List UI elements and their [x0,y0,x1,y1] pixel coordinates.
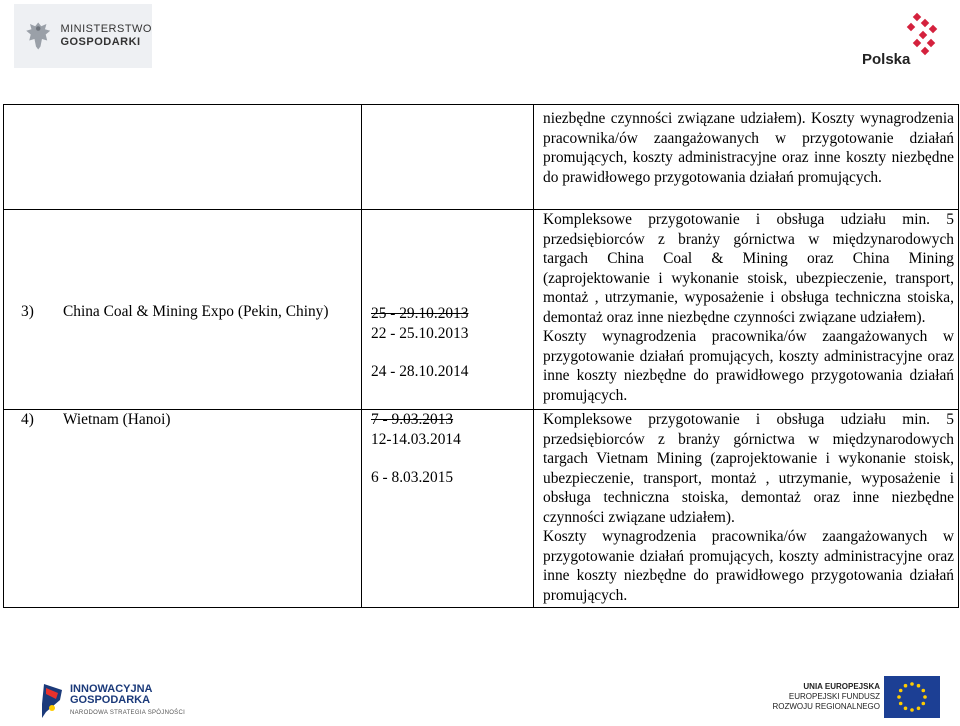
name-cell [4,210,362,410]
name-cell [4,105,362,210]
ig-title [70,684,153,706]
innowacyjna-gospodarka-logo [40,682,220,722]
description-paragraph: Kompleksowe przygotowanie i obsługa udziału min. 5 przedsiębiorców z branży górnictwa w międzynarodowych targach Vietnam Mining (zaprojektowanie i wykonanie stoisk, ubezpieczenie, transport, montaż , utrzymanie, wyposażenie i obsługa techniczna stoiska, demontaż oraz inne niezbędne czynności związane udziałem). [543,411,954,526]
description-cell [534,105,959,210]
eu-star [897,695,901,699]
eu-logo [760,676,940,720]
ig-line1: INNOWACYJNA [70,683,153,695]
row-number: 3) [21,303,34,320]
eu-star [899,702,903,706]
description-text: niezbędne czynności związane udziałem). Koszty wynagrodzenia pracownika/ów zaangażowanych w przygotowanie działań promujących, koszty administracyjne oraz inne koszty niezbędne do prawidłowego przygotowania działań promujących. [543,110,954,186]
eu-star [922,689,926,693]
date-struck: 25 - 29.10.2013 [371,305,469,322]
eu-line2: EUROPEJSKI FUNDUSZ [788,692,880,701]
eu-star [910,708,914,712]
ig-line2: GOSPODARKA [70,694,151,706]
ig-subtitle: NARODOWA STRATEGIA SPÓJNOŚCI [70,710,186,716]
eu-star [922,702,926,706]
polska-wordmark: Polska [862,51,911,68]
eu-star [923,695,927,699]
eu-line3: ROZWOJU REGIONALNEGO [772,702,880,711]
row-number: 4) [21,411,34,428]
date-cell [362,105,534,210]
description-paragraph: Kompleksowe przygotowanie i obsługa udziału min. 5 przedsiębiorców z branży górnictwa w międzynarodowych targach China Coal & Mining oraz China Mining (zaprojektowanie i wykonanie stoisk, ubezpieczenie, transport, montaż , utrzymanie, wyposażenie i obsługa techniczna stoiska, demontaż oraz inne niezbędne czynności związane udziałem). [543,211,954,326]
eu-line1: UNIA EUROPEJSKA [803,682,880,691]
polska-logo [862,12,940,72]
eu-star [917,684,921,688]
ministry-logo [14,4,152,68]
description-cell [534,210,959,410]
event-name: Wietnam (Hanoi) [63,411,171,428]
date-next: 6 - 8.03.2015 [371,469,454,486]
date-cell [362,410,534,608]
event-name: China Coal & Mining Expo (Pekin, Chiny) [63,303,329,320]
ig-flag-icon [40,682,66,720]
date-cell [362,210,534,410]
description-cell [534,410,959,608]
eagle-emblem-icon [24,14,52,58]
date-struck: 7 - 9.03.2013 [371,411,454,428]
table-row [4,410,959,608]
eu-star [910,682,914,686]
date-next: 24 - 28.10.2014 [371,363,469,380]
date-current: 12-14.03.2014 [371,430,461,448]
eu-star [904,684,908,688]
eu-star [904,707,908,711]
description-paragraph: Koszty wynagrodzenia pracownika/ów zaangażowanych w przygotowanie działań promujących, koszty administracyjne oraz inne koszty niezbędne do prawidłowego przygotowania działań promujących. [543,328,954,404]
eu-text [772,682,880,712]
date-current: 22 - 25.10.2013 [371,324,469,342]
events-table [3,104,959,608]
eu-flag-icon [884,676,940,718]
description-paragraph: Koszty wynagrodzenia pracownika/ów zaangażowanych w przygotowanie działań promujących, koszty administracyjne oraz inne koszty niezbędne do prawidłowego przygotowania działań promujących. [543,528,954,604]
ministry-name [60,23,152,49]
ministry-line1: MINISTERSTWO [60,23,152,35]
eu-star [917,707,921,711]
name-cell [4,410,362,608]
ministry-line2: GOSPODARKI [60,36,141,48]
table-row [4,105,959,210]
eu-star [899,689,903,693]
table-row [4,210,959,410]
